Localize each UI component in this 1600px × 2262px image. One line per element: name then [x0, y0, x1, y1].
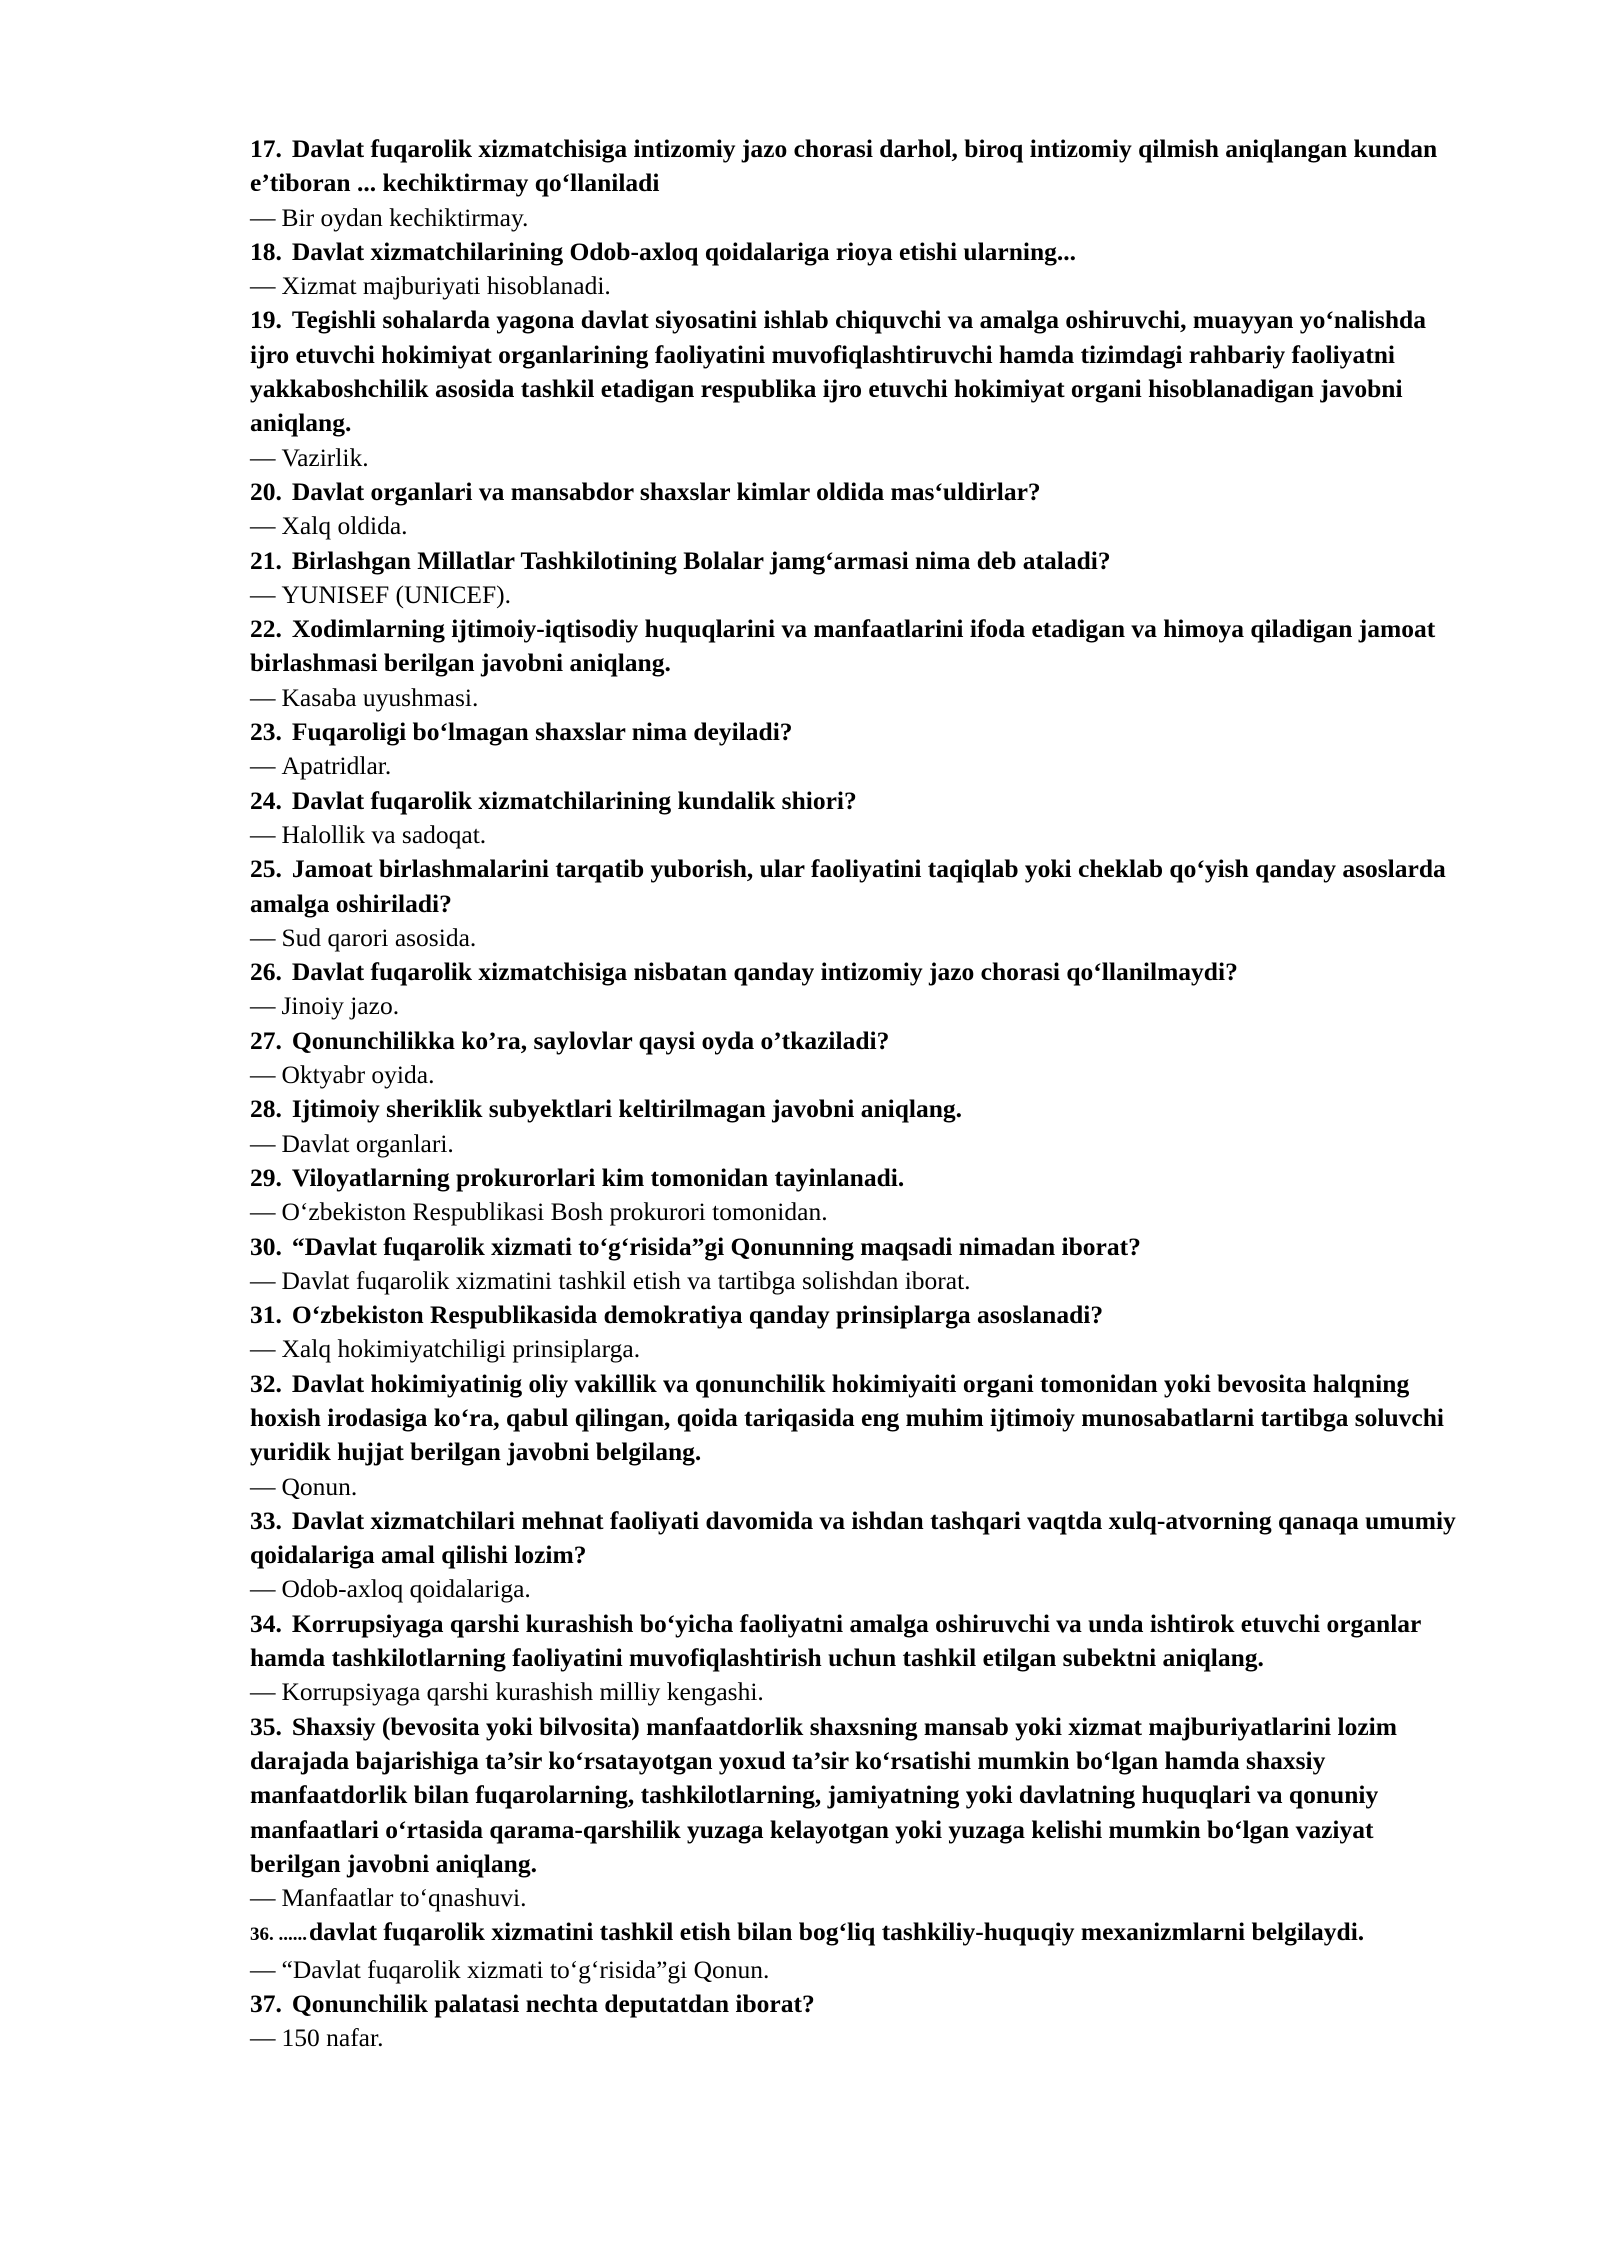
- question-text: Davlat organlari va mansabdor shaxslar kimlar oldida mas‘uldirlar?: [291, 476, 1041, 506]
- question: [250, 715, 1460, 749]
- document-page: [250, 132, 1460, 2056]
- question-number: 29.: [250, 1162, 282, 1192]
- question-number: 37.: [250, 1989, 282, 2019]
- answer: [250, 509, 1460, 543]
- question: [250, 1298, 1460, 1332]
- answer-dash: —: [250, 1954, 276, 1984]
- answer-dash: —: [250, 511, 276, 541]
- answer: [250, 1127, 1460, 1161]
- answer: [250, 1058, 1460, 1092]
- answer: [250, 1675, 1460, 1709]
- qa-item-32: [250, 1367, 1460, 1504]
- answer-text: Xalq oldida.: [281, 511, 408, 541]
- answer-dash: —: [250, 442, 276, 472]
- answer-text: O‘zbekiston Respublikasi Bosh prokurori tomonidan.: [281, 1197, 828, 1227]
- question-number: 35.: [250, 1711, 282, 1741]
- question: [250, 1607, 1460, 1676]
- answer: [250, 2021, 1460, 2055]
- question-text: “Davlat fuqarolik xizmati to‘g‘risida”gi Qonunning maqsadi nimadan iborat?: [291, 1231, 1141, 1261]
- qa-item-26: [250, 955, 1460, 1024]
- answer-dash: —: [250, 2023, 276, 2053]
- question: [250, 475, 1460, 509]
- question-text: Davlat xizmatchilarining Odob-axloq qoidalariga rioya etishi ularning...: [291, 236, 1077, 266]
- question-text: Tegishli sohalarda yagona davlat siyosatini ishlab chiquvchi va amalga oshiruvchi, muayyan yo‘nalishda ijro etuvchi hokimiyat organlarining faoliyatini muvofiqlashtiruvchi hamda tizimdagi rahbariy faoliyatni yakkaboshchilik asosida tashkil etadigan respublika ijro etuvchi hokimiyat organi hisoblanadigan javobni aniqlang.: [250, 305, 1426, 438]
- answer-text: Davlat fuqarolik xizmatini tashkil etish va tartibga solishdan iborat.: [281, 1265, 971, 1295]
- answer-dash: —: [250, 579, 276, 609]
- question-text: Ijtimoiy sheriklik subyektlari keltirilmagan javobni aniqlang.: [291, 1094, 963, 1124]
- answer: [250, 201, 1460, 235]
- question: [250, 852, 1460, 921]
- answer: [250, 749, 1460, 783]
- question-text: Qonunchilik palatasi nechta deputatdan iborat?: [291, 1989, 815, 2019]
- question-text: Jamoat birlashmalarini tarqatib yuborish, ular faoliyatini taqiqlab yoki cheklab qo‘yish qanday asoslarda amalga oshiriladi?: [250, 854, 1446, 918]
- answer-dash: —: [250, 682, 276, 712]
- qa-item-25: [250, 852, 1460, 955]
- qa-item-30: [250, 1230, 1460, 1299]
- question-number: 17.: [250, 134, 282, 163]
- answer-text: Xalq hokimiyatchiligi prinsiplarga.: [281, 1334, 641, 1364]
- question-text: Viloyatlarning prokurorlari kim tomonidan tayinlanadi.: [291, 1162, 905, 1192]
- qa-item-29: [250, 1161, 1460, 1230]
- qa-item-21: [250, 544, 1460, 613]
- question-number: 25.: [250, 854, 282, 884]
- question-text: Qonunchilikka ko’ra, saylovlar qaysi oyda o’tkaziladi?: [291, 1025, 890, 1055]
- answer-dash: —: [250, 1060, 276, 1090]
- answer-dash: —: [250, 271, 276, 301]
- question-text: Fuqaroligi bo‘lmagan shaxslar nima deyiladi?: [291, 717, 793, 747]
- question-text: Davlat xizmatchilari mehnat faoliyati davomida va ishdan tashqari vaqtda xulq-atvorning qanaqa umumiy qoidalariga amal qilishi lozim?: [250, 1505, 1456, 1570]
- qa-item-31: [250, 1298, 1460, 1367]
- answer: [250, 818, 1460, 852]
- answer: [250, 1881, 1460, 1915]
- question-text: Davlat fuqarolik xizmatchisiga intizomiy jazo chorasi darhol, biroq intizomiy qilmish aniqlangan kundan e’tiboran ... kechiktirmay qo‘llaniladi: [250, 134, 1438, 198]
- answer-text: Qonun.: [281, 1471, 358, 1501]
- answer: [250, 989, 1460, 1023]
- qa-item-20: [250, 475, 1460, 544]
- answer-text: Sud qarori asosida.: [281, 922, 477, 952]
- answer-dash: —: [250, 751, 276, 781]
- answer-text: Vazirlik.: [281, 442, 369, 472]
- answer-text: Davlat organlari.: [281, 1128, 454, 1158]
- qa-item-34: [250, 1607, 1460, 1710]
- answer-dash: —: [250, 819, 276, 849]
- qa-item-35: [250, 1710, 1460, 1916]
- question-number: 33.: [250, 1505, 282, 1535]
- answer-dash: —: [250, 1197, 276, 1227]
- question: [250, 544, 1460, 578]
- question: [250, 1710, 1460, 1881]
- question-number: 34.: [250, 1608, 282, 1638]
- answer-text: Korrupsiyaga qarshi kurashish milliy kengashi.: [281, 1677, 764, 1707]
- answer-dash: —: [250, 1471, 276, 1501]
- question: [250, 1230, 1460, 1264]
- answer: [250, 1264, 1460, 1298]
- qa-item-18: [250, 235, 1460, 304]
- answer: [250, 681, 1460, 715]
- question-number: 20.: [250, 476, 282, 506]
- answer: [250, 921, 1460, 955]
- answer-dash: —: [250, 922, 276, 952]
- question-number: 19.: [250, 305, 282, 335]
- answer: [250, 1953, 1460, 1987]
- answer-dash: —: [250, 1574, 276, 1604]
- question-text: Shaxsiy (bevosita yoki bilvosita) manfaatdorlik shaxsning mansab yoki xizmat majburiyatlarini lozim darajada bajarishiga ta’sir ko‘rsatayotgan yoxud ta’sir ko‘rsatishi mumkin bo‘lgan hamda shaxsiy manfaatdorlik bilan fuqarolarning, tashkilotlarning, jamiyatning yoki davlatning huquqlari va qonuniy manfaatlari o‘rtasida qarama-qarshilik yuzaga kelayotgan yoki yuzaga kelishi mumkin bo‘lgan vaziyat berilgan javobni aniqlang.: [250, 1711, 1397, 1878]
- question: [250, 612, 1460, 681]
- answer-text: Xizmat majburiyati hisoblanadi.: [281, 271, 611, 301]
- question: [250, 784, 1460, 818]
- answer: [250, 1332, 1460, 1366]
- question: [250, 1024, 1460, 1058]
- answer-dash: —: [250, 1334, 276, 1364]
- answer-text: Kasaba uyushmasi.: [281, 682, 479, 712]
- question: [250, 1092, 1460, 1126]
- answer-text: Halollik va sadoqat.: [281, 819, 487, 849]
- answer-text: Apatridlar.: [281, 751, 392, 781]
- question-number: 30.: [250, 1231, 282, 1261]
- question: [250, 132, 1460, 201]
- qa-item-33: [250, 1504, 1460, 1607]
- answer-text: YUNISEF (UNICEF).: [281, 579, 511, 609]
- qa-item-28: [250, 1092, 1460, 1161]
- answer: [250, 441, 1460, 475]
- qa-item-36: [250, 1915, 1460, 1987]
- answer: [250, 1470, 1460, 1504]
- question: [250, 955, 1460, 989]
- answer-dash: —: [250, 1265, 276, 1295]
- qa-item-19: [250, 303, 1460, 474]
- question-number: 27.: [250, 1025, 282, 1055]
- qa-item-27: [250, 1024, 1460, 1093]
- question-text: Davlat hokimiyatinig oliy vakillik va qonunchilik hokimiyaiti organi tomonidan yoki bevosita halqning hoxish irodasiga ko‘ra, qabul qilingan, qoida tariqasida eng muhim ijtimoiy munosabatlarni tartibga soluvchi yuridik hujjat berilgan javobni belgilang.: [250, 1368, 1445, 1467]
- answer-text: Odob-axloq qoidalariga.: [281, 1574, 531, 1604]
- question-number: 21.: [250, 545, 282, 575]
- qa-item-23: [250, 715, 1460, 784]
- question: [250, 1915, 1460, 1952]
- qa-item-22: [250, 612, 1460, 715]
- question-text: Davlat fuqarolik xizmatchisiga nisbatan qanday intizomiy jazo chorasi qo‘llanilmaydi?: [291, 957, 1238, 987]
- question-number: 31.: [250, 1300, 282, 1330]
- question-number: 26.: [250, 957, 282, 987]
- question-text: O‘zbekiston Respublikasida demokratiya qanday prinsiplarga asoslanadi?: [291, 1300, 1104, 1330]
- answer-dash: —: [250, 202, 276, 232]
- question-text: Korrupsiyaga qarshi kurashish bo‘yicha faoliyatni amalga oshiruvchi va unda ishtirok etuvchi organlar hamda tashkilotlarning faoliyatini muvofiqlashtirish uchun tashkil etilgan subektni aniqlang.: [250, 1608, 1421, 1673]
- answer-dash: —: [250, 1883, 276, 1913]
- answer-text: 150 nafar.: [281, 2023, 384, 2053]
- question: [250, 1367, 1460, 1470]
- question-number: 28.: [250, 1094, 282, 1124]
- answer-dash: —: [250, 1128, 276, 1158]
- question-number: 22.: [250, 614, 282, 644]
- answer-text: “Davlat fuqarolik xizmati to‘g‘risida”gi Qonun.: [281, 1954, 770, 1984]
- question-text: davlat fuqarolik xizmatini tashkil etish bilan bog‘liq tashkiliy-huquqiy mexanizmlarni belgilaydi.: [309, 1917, 1365, 1947]
- question-number: 36. ......: [250, 1924, 307, 1946]
- qa-item-24: [250, 784, 1460, 853]
- answer: [250, 578, 1460, 612]
- answer-text: Bir oydan kechiktirmay.: [281, 202, 529, 232]
- question-text: Birlashgan Millatlar Tashkilotining Bolalar jamg‘armasi nima deb ataladi?: [291, 545, 1111, 575]
- question-text: Xodimlarning ijtimoiy-iqtisodiy huquqlarini va manfaatlarini ifoda etadigan va himoya qiladigan jamoat birlashmasi berilgan javobni aniqlang.: [250, 614, 1436, 678]
- answer: [250, 1195, 1460, 1229]
- qa-item-17: [250, 132, 1460, 235]
- answer-text: Jinoiy jazo.: [281, 991, 400, 1021]
- question: [250, 235, 1460, 269]
- question: [250, 1161, 1460, 1195]
- question: [250, 303, 1460, 440]
- answer: [250, 269, 1460, 303]
- question-number: 32.: [250, 1368, 282, 1398]
- question-number: 24.: [250, 785, 282, 815]
- question-number: 23.: [250, 717, 282, 747]
- answer-dash: —: [250, 1677, 276, 1707]
- answer-text: Manfaatlar to‘qnashuvi.: [281, 1883, 527, 1913]
- question-number: 18.: [250, 236, 282, 266]
- question: [250, 1504, 1460, 1573]
- answer-text: Oktyabr oyida.: [281, 1060, 435, 1090]
- question: [250, 1987, 1460, 2021]
- answer-dash: —: [250, 991, 276, 1021]
- qa-item-37: [250, 1987, 1460, 2056]
- question-text: Davlat fuqarolik xizmatchilarining kundalik shiori?: [291, 785, 857, 815]
- answer: [250, 1572, 1460, 1606]
